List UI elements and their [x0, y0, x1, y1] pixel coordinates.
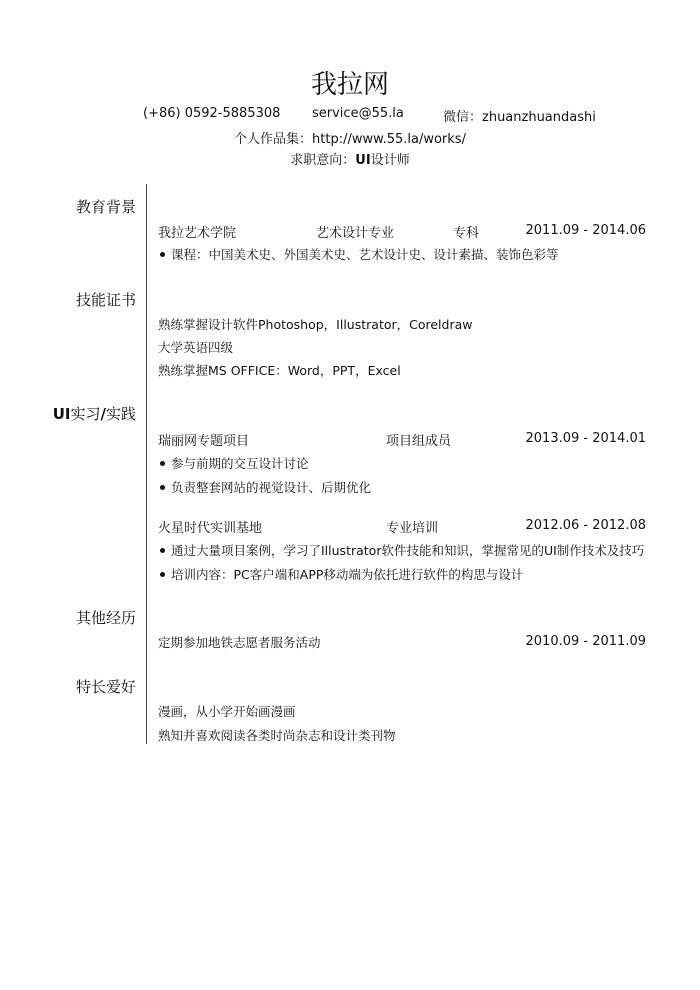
job-bullet: 通过大量项目案例，学习了Illustrator软件技能和知识，掌握常见的UI制作技术及技巧 [160, 541, 644, 559]
skill-item: 大学英语四级 [158, 340, 234, 355]
job-org: 瑞丽网专题项目 [158, 434, 250, 449]
hobby-item: 漫画，从小学开始画漫画 [158, 704, 296, 719]
education-date: 2011.09 - 2014.06 [525, 223, 646, 238]
other-experience-date: 2010.09 - 2011.09 [525, 634, 646, 649]
job-role: 项目组成员 [386, 434, 452, 449]
section-divider-line [146, 184, 147, 744]
job-role: 专业培训 [386, 521, 439, 536]
phone-number: (+86) 0592-5885308 [143, 106, 281, 121]
email-address: service@55.la [312, 106, 404, 121]
section-title-education: 教育背景 [75, 198, 136, 216]
objective-bold: UI [355, 153, 371, 168]
bullet-icon [160, 485, 165, 490]
job-date: 2012.06 - 2012.08 [525, 518, 646, 533]
education-degree: 专科 [453, 226, 480, 241]
skill-item: 熟练掌握MS OFFICE：Word，PPT，Excel [158, 363, 401, 378]
section-title-experience: UI实习/实践 [52, 405, 136, 423]
job-bullet: 参与前期的交互设计讨论 [160, 454, 309, 472]
objective-prefix: 求职意向： [290, 153, 356, 168]
section-title-hobbies: 特长爱好 [75, 678, 136, 696]
experience-title-slash: / [100, 405, 106, 423]
hobby-item: 熟知并喜欢阅读各类时尚杂志和设计类刊物 [158, 728, 396, 743]
section-title-other: 其他经历 [75, 609, 136, 627]
job-date: 2013.09 - 2014.01 [525, 431, 646, 446]
education-major: 艺术设计专业 [316, 226, 395, 241]
skill-item: 熟练掌握设计软件Photoshop，Illustrator，Coreldraw [158, 317, 473, 332]
other-experience-text: 定期参加地铁志愿者服务活动 [158, 635, 321, 650]
wechat-id: 微信：zhuanzhuandashi [443, 110, 596, 125]
bullet-icon [160, 572, 165, 577]
job-bullet: 负责整套网站的视觉设计、后期优化 [160, 478, 371, 496]
bullet-icon [160, 252, 165, 257]
job-objective [0, 149, 700, 168]
section-title-skills: 技能证书 [75, 291, 136, 309]
bullet-icon [160, 548, 165, 553]
education-school: 我拉艺术学院 [158, 226, 237, 241]
education-courses: 课程：中国美术史、外国美术史、艺术设计史、设计素描、装饰色彩等 [160, 245, 559, 263]
resume-name: 我拉网 [310, 70, 389, 100]
bullet-icon [160, 461, 165, 466]
objective-suffix: 设计师 [370, 153, 410, 168]
job-org: 火星时代实训基地 [158, 521, 263, 536]
job-bullet: 培训内容：PC客户端和APP移动端为依托进行软件的构思与设计 [160, 565, 523, 583]
portfolio-link: 个人作品集：http://www.55.la/works/ [234, 132, 466, 147]
experience-title-bold: UI [52, 405, 71, 423]
